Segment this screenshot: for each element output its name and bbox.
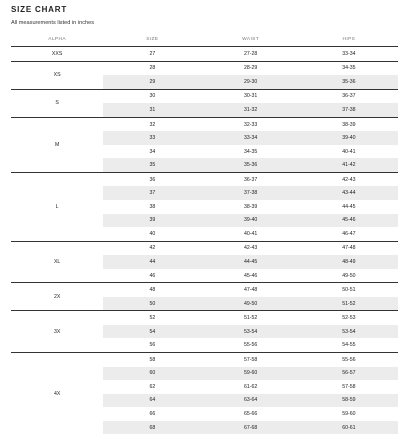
table-row [11, 89, 398, 103]
table-header-row [11, 33, 398, 47]
alpha-cell: S [11, 89, 103, 117]
table-row [11, 117, 398, 131]
size-cell: 68 [103, 421, 201, 435]
hips-cell: 37-38 [300, 103, 398, 117]
waist-cell: 63-64 [201, 394, 299, 408]
waist-cell: 38-39 [243, 203, 258, 210]
waist-cell: 29-30 [201, 75, 299, 89]
waist-cell: 36-37 [201, 172, 299, 186]
header-alpha: ALPHA [48, 37, 66, 42]
hips-cell: 33-34 [300, 47, 398, 62]
alpha-cell: XS [11, 61, 103, 89]
waist-cell: 31-32 [201, 103, 299, 117]
size-group [11, 283, 398, 311]
waist-cell: 37-38 [201, 186, 299, 200]
size-cell: 35 [103, 158, 201, 172]
size-cell: 40 [149, 230, 156, 237]
size-cell: 48 [103, 283, 201, 297]
hips-cell: 55-56 [300, 353, 398, 367]
waist-cell: 61-62 [243, 383, 258, 390]
size-cell: 62 [149, 383, 156, 390]
size-cell: 39 [103, 214, 201, 228]
waist-cell: 42-43 [201, 241, 299, 255]
size-cell: 52 [103, 311, 201, 325]
waist-cell: 45-46 [243, 272, 258, 279]
size-cell: 64 [103, 394, 201, 408]
waist-cell: 30-31 [201, 89, 299, 103]
waist-cell: 51-52 [201, 311, 299, 325]
alpha-cell: 2X [11, 283, 103, 311]
hips-cell: 35-36 [300, 75, 398, 89]
table-row [11, 172, 398, 186]
waist-cell: 33-34 [201, 131, 299, 145]
table-row [11, 47, 398, 62]
size-cell: 30 [103, 89, 201, 103]
hips-cell: 46-47 [342, 230, 356, 237]
size-cell: 33 [103, 131, 201, 145]
hips-cell: 60-61 [300, 421, 398, 435]
hips-cell: 47-48 [300, 241, 398, 255]
size-cell: 54 [103, 325, 201, 339]
size-cell: 29 [103, 75, 201, 89]
alpha-cell: XXS [11, 47, 103, 62]
table-row [11, 283, 398, 297]
hips-cell: 57-58 [342, 383, 356, 390]
waist-cell: 67-68 [201, 421, 299, 435]
waist-cell: 44-45 [201, 255, 299, 269]
size-group [11, 311, 398, 353]
hips-cell: 42-43 [300, 172, 398, 186]
size-cell: 58 [103, 353, 201, 367]
hips-cell: 51-52 [300, 297, 398, 311]
waist-cell: 57-58 [201, 353, 299, 367]
size-cell: 37 [103, 186, 201, 200]
waist-cell: 47-48 [201, 283, 299, 297]
page-title: SIZE CHART [11, 5, 67, 14]
hips-cell: 40-41 [342, 148, 356, 155]
hips-cell: 52-53 [300, 311, 398, 325]
hips-cell: 43-44 [300, 186, 398, 200]
hips-cell: 53-54 [300, 325, 398, 339]
size-group [11, 353, 398, 435]
hips-cell: 56-57 [300, 367, 398, 381]
size-group [11, 172, 398, 241]
alpha-cell: 3X [11, 311, 103, 353]
hips-cell: 58-59 [300, 394, 398, 408]
alpha-cell: 4X [11, 353, 103, 435]
size-group [11, 47, 398, 62]
waist-cell: 39-40 [201, 214, 299, 228]
waist-cell: 53-54 [201, 325, 299, 339]
size-group [11, 117, 398, 172]
hips-cell: 38-39 [300, 117, 398, 131]
waist-cell: 59-60 [201, 367, 299, 381]
waist-cell: 28-29 [201, 61, 299, 75]
waist-cell: 40-41 [243, 230, 258, 237]
size-cell: 38 [149, 203, 156, 210]
hips-cell: 41-42 [300, 158, 398, 172]
size-cell: 44 [103, 255, 201, 269]
waist-cell: 35-36 [201, 158, 299, 172]
hips-cell: 48-49 [300, 255, 398, 269]
table-row [11, 353, 398, 367]
alpha-cell: L [11, 172, 103, 241]
hips-cell: 54-55 [342, 342, 356, 349]
size-cell: 56 [149, 342, 156, 349]
page-subtitle: All measurements listed in inches [11, 20, 95, 26]
size-cell: 28 [103, 61, 201, 75]
header-hips: HIPS [342, 37, 356, 42]
hips-cell: 36-37 [300, 89, 398, 103]
table-row [11, 311, 398, 325]
table-row [11, 61, 398, 75]
size-group [11, 89, 398, 117]
hips-cell: 44-45 [342, 203, 356, 210]
waist-cell: 32-33 [201, 117, 299, 131]
hips-cell: 34-35 [300, 61, 398, 75]
size-cell: 36 [103, 172, 201, 186]
size-cell: 60 [103, 367, 201, 381]
header-waist: WAIST [242, 37, 260, 42]
size-group [11, 61, 398, 89]
size-table [11, 33, 398, 434]
alpha-cell: XL [11, 241, 103, 283]
size-cell: 46 [149, 272, 156, 279]
waist-cell: 34-35 [243, 148, 258, 155]
size-group [11, 241, 398, 283]
size-cell: 32 [103, 117, 201, 131]
waist-cell: 49-50 [201, 297, 299, 311]
size-cell: 27 [103, 47, 201, 62]
alpha-cell: M [11, 117, 103, 172]
waist-cell: 27-28 [201, 47, 299, 62]
size-cell: 42 [103, 241, 201, 255]
hips-cell: 45-46 [300, 214, 398, 228]
hips-cell: 49-50 [342, 272, 356, 279]
waist-cell: 55-56 [243, 342, 258, 349]
size-cell: 34 [149, 148, 156, 155]
hips-cell: 50-51 [300, 283, 398, 297]
size-cell: 50 [103, 297, 201, 311]
size-cell: 66 [149, 410, 156, 417]
size-cell: 31 [103, 103, 201, 117]
hips-cell: 59-60 [342, 410, 356, 417]
waist-cell: 65-66 [243, 410, 258, 417]
header-size: SIZE [146, 37, 159, 42]
table-row [11, 241, 398, 255]
hips-cell: 39-40 [300, 131, 398, 145]
